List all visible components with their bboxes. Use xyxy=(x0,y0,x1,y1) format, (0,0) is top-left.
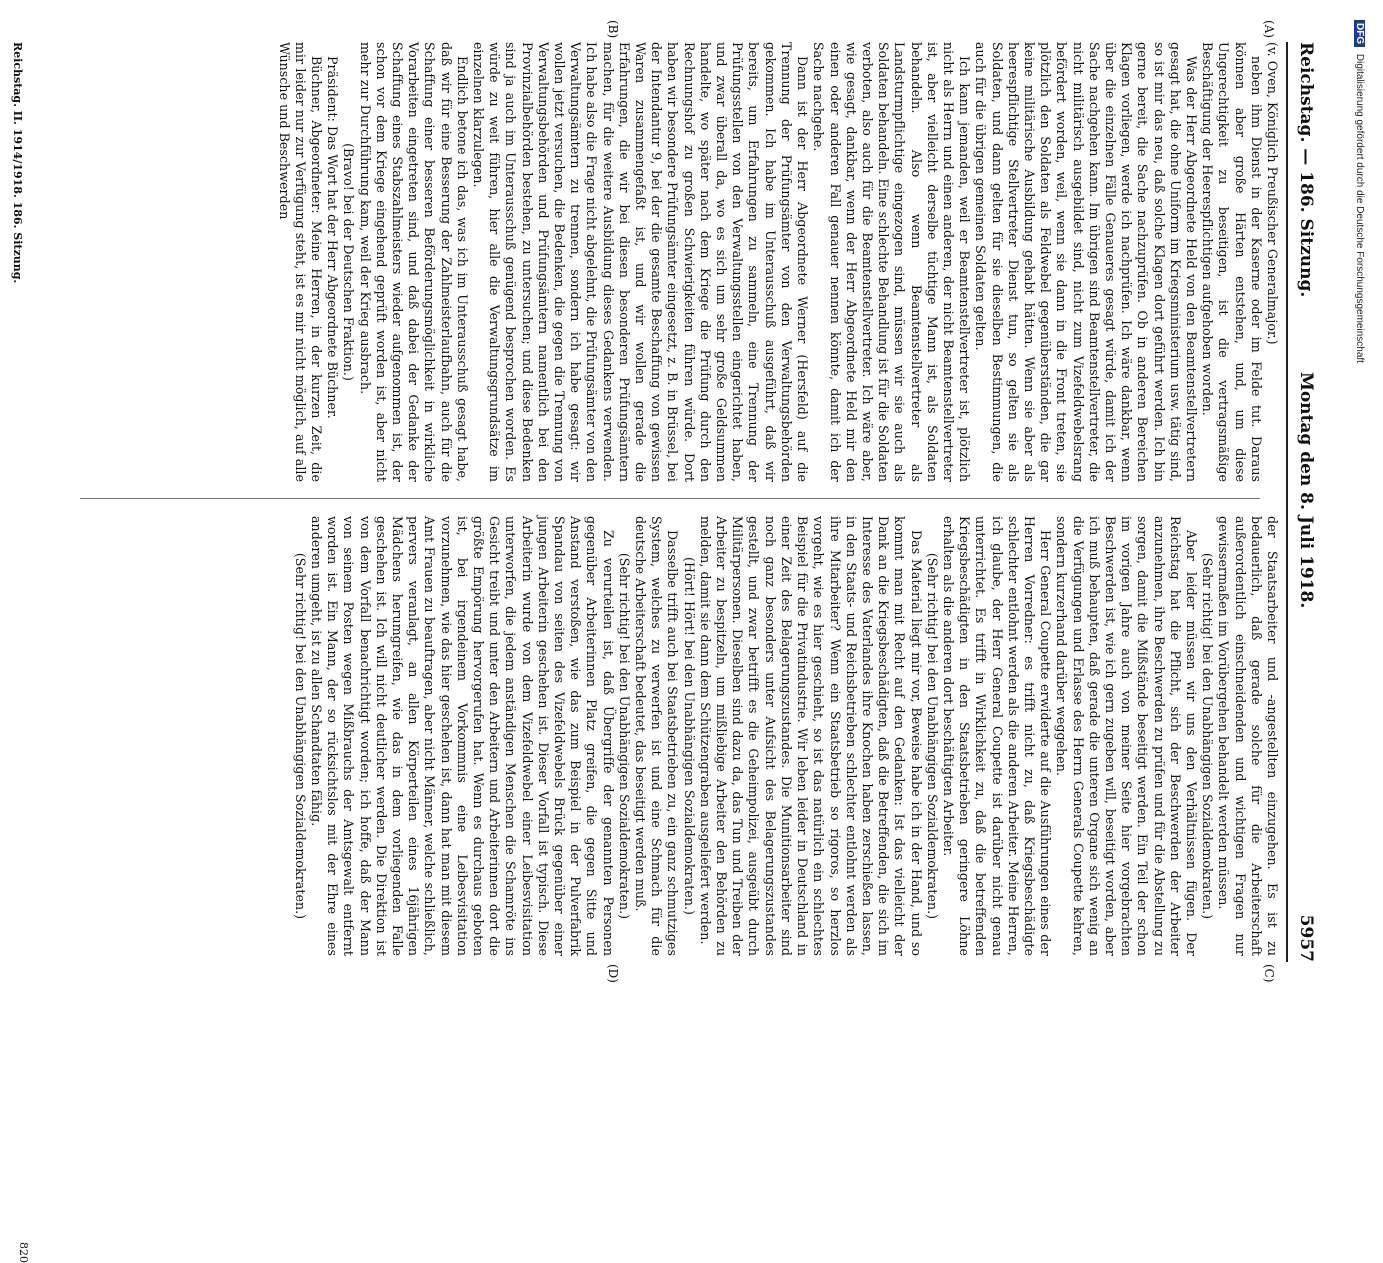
paragraph: Zu verurteilen ist, daß Übergriffe der genannten Personen gegenüber Arbeiterinnen Platz greifen, die gegen Sitte und Anstand verstoßen, wie das zum Beispiel in der Pulverfabrik Spandau von seiten des Vizefeldwebels Brück gegenüber einer jungen Arbeiterin geschehen ist. Dieser Vorfall ist typisch. Diese Arbeiterin wurde von dem Vizefeldwebel einer Leibesvisitation unterworfen, die jedem anständigen Menschen die Schamröte ins Gesicht treibt und unter den Arbeitern und Arbeiterinnen dort die größte Empörung hervorgerufen hat. Wenn es durchaus geboten ist, bei irgendeinem Vorkommnis eine Leibesvisitation vorzunehmen, wie das hier geschehen ist, dann hat man mit diesem Amt Frauen zu beauftragen, aber nicht Männer, welche schließlich, pervers veranlagt, an allen Körperteilen eines 16jährigen Mädchens herumgreifen, wie das in dem vorliegenden Falle geschehen ist. Ich will nicht deutlicher werden. Die Direktion ist von dem Vorfall benachrichtigt worden; ich hoffe, daß der Mann von seinem Posten wegen Mißbrauchs der Amtsgewalt entfernt worden ist. Ein Mann, der so rücksichtslos mit der Ehre eines anderen umgeht, ist zu allen Schandtaten fähig. xyxy=(309,516,616,956)
speaker-paragraph: Büchner, Abgeordneter: Meine Herren, in der kurzen Zeit, die mir leider nur zur Verfügung steht, ist es mir nicht möglich, auf alle Wünsche und Beschwerden xyxy=(276,42,325,482)
paragraph: Endlich betone ich das, was ich im Unterausschuß gesagt habe, daß wir für eine Besserung der Zahlmeisterlaufbahn, auch für die Schaffung einer besseren Beförderungsmöglichkeit in wirkliche Vorarbeiten eingetreten sind, und daß dabei der Gedanke der Schaffung eines Stabszahlmeisters wieder aufgenommen ist, der schon vor dem Kriege eingehend geprüft worden ist, aber nicht mehr zur Durchführung kam, weil der Krieg ausbrach. xyxy=(357,42,470,482)
column-divider xyxy=(80,498,1260,499)
paragraph: Aber leider müssen wir uns den Verhältnissen fügen. Der Reichstag hat die Pflicht, sich der Beschwerden der Arbeiter anzunehmen, ihre Beschwerden zu prüfen und für die Abstellung zu sorgen, damit die Mißstände beseitigt werden. Ein Teil der schon im vorigen Jahre auch von meiner Seite hier vorgebrachten Beschwerden ist, wie ich gern zugeben will, beseitigt worden, aber ich muß behaupten, daß gerade die unteren Organe sich wenig an die Verfügungen und Erlasse des Herrn Generals Coupette kehren, sondern kurzerhand darüber weggehen. xyxy=(1054,516,1199,956)
dfg-logo: DFG xyxy=(1354,20,1365,47)
paragraph: Was der Herr Abgeordnete Held von den Beamtenstellvertretern gesagt hat, die ohne Uniform im Kriegsministerium usw. tätig sind, so ist mir das neu, daß solche Klagen dort geführt werden. Ich bin gerne bereit, die Sache nachzuprüfen. Ob in anderen Bereichen Klagen vorliegen, werde ich nachprüfen. Ich wäre dankbar, wenn über die einzelnen Fälle Genaueres gesagt würde, damit ich der Sache nachgehen kann. Im übrigen sind Beamtenstellvertreter, die nicht militärisch ausgebildet sind, nicht zum Vizefeldwebelsrang befördert worden, weil, wenn sie dann in die Front treten, sie plötzlich den Soldaten als Feldwebel gegenüberständen, die gar keine militärische Ausbildung gehabt hätten. Wenn sie aber als heerespflichtige Stellvertreter Dienst tun, so gelten sie als Soldaten, und dann gelten für sie dieselben Bestimmungen, die auch für die übrigen gemeinen Soldaten gelten. xyxy=(973,42,1199,482)
paragraph: der Staatsarbeiter und -angestellten einzugehen. Es ist zu bedauerlich, daß gerade solche für die Arbeiterschaft außerordentlich einschneidenden und wichtigen Fragen nur gewissermaßen im Vorübergehen behandelt werden müssen. xyxy=(1216,516,1280,956)
bottom-page-number: 820 xyxy=(17,1242,30,1263)
margin-marker-d: (D) xyxy=(606,964,620,983)
interjection: (Sehr richtig! bei den Unabhängigen Sozialdemokraten.) xyxy=(292,552,308,920)
header-date: Montag den 8. Juli 1918. xyxy=(1296,372,1316,609)
paragraph: Ich kann jemanden, weil er Beamtenstellvertreter ist, plötzlich nicht als Herrn und einen anderen, der nicht Beamtenstellvertreter ist, aber vielleicht derselbe tüchtige Mann ist, als Soldaten behandeln. Also wenn Beamtenstellvertreter als Landsturmpflichtige eingezogen sind, müssen wir sie auch als Soldaten behandeln. Eine schlechte Behandlung ist für die Soldaten verboten, also auch für die Beamtenstellvertreter. Ich wäre aber, wie gesagt, dankbar, wenn der Herr Abgeordnete Held mir den einen oder anderen Fall genauer nennen könnte, damit ich der Sache nachgehe. xyxy=(811,42,973,482)
paragraph: Dasselbe trifft auch bei Staatsbetrieben zu, ein ganz schmutziges System, welches zu verwerfen ist und eine Schmach für die deutsche Arbeiterschaft bedeutet, das beseitigt werden muß. xyxy=(633,516,681,956)
president-remark: Präsident: Das Wort hat der Herr Abgeordnete Büchner. xyxy=(325,56,341,419)
paragraph: Das Material liegt mir vor, Beweise habe ich in der Hand, und so kommt man mit Recht auf den Gedanken: Ist das vielleicht der Dank an die Kriegsbeschädigten, daß die Betreffenden, die sich im Interesse des Vaterlandes ihre Knochen haben zerschießen lassen, in den Staats- und Reichsbetrieben schlechter entlohnt werden als ihre Mitarbeiter? Wenn ein Staatsbetrieb so rigoros, so herzlos vorgeht, wie es hier geschieht, so ist das natürlich ein schlechtes Beispiel für die Privatindustrie. Wir leben leider in Deutschland in einer Zeit des Belagerungszustandes. Die Munitionsarbeiter sind noch ganz besonders unter Aufsicht des Belagerungszustandes gestellt, und zwar betrifft es die Geheimpolizei, ausgeübt durch Militärpersonen. Dieselben sind dazu da, das Tun und Treiben der Arbeiter zu bespitzeln, um mißliebige Arbeiter den Behörden zu melden, damit sie dann dem Schützengraben ausgeliefert werden. xyxy=(697,516,924,956)
margin-marker-a: (A) xyxy=(1262,20,1276,39)
margin-marker-b: (B) xyxy=(606,20,620,39)
margin-marker-c: (C) xyxy=(1262,964,1276,983)
interjection: (Bravo! bei der Deutschen Fraktion.) xyxy=(341,143,357,381)
digitization-credit xyxy=(1354,20,1365,363)
interjection: (Sehr richtig! bei den Unabhängigen Sozialdemokraten.) xyxy=(1200,552,1216,920)
speaker-reference: (v. Oven, Königlich Preußischer Generalmajor.) xyxy=(1265,42,1280,345)
paragraph: Dann ist der Herr Abgeordnete Werner (Hersfeld) auf die Trennung der Prüfungsämter von den Verwaltungsbehörden gekommen. Ich habe im Unterausschuß ausgeführt, daß wir bereits, um Erfahrungen zu sammeln, eine Trennung der Prüfungsstellen von den Verwaltungsstellen eingerichtet haben, und zwar überall da, wo es sich um sehr große Geldsummen handelte, wo später nach dem Kriege die Prüfung durch den Rechnungshof zu großen Schwierigkeiten führen würde. Dort haben wir besondere Prüfungsämter eingesetzt, z. B. in Brüssel, bei der Intendantur 9, bei der die gesamte Beschaffung von gewissen Waren zusammengefaßt ist, und wir wollen gerade die Erfahrungen, die wir bei diesen besonderen Prüfungsämtern machen, für die weitere Ausbildung dieses Gedankens verwenden. Ich habe also die Frage nicht abgelehnt, die Prüfungsämter von den Verwaltungsämtern zu trennen, sondern ich habe gesagt: wir wollen jetzt versuchen, die Bedenken, die gegen die Trennung von Verwaltungsbehörden und Prüfungsämtern namentlich bei den Provinzialbehörden bestehen, zu untersuchen; und diese Bedenken sind ja auch im Unterausschuß genügend besprochen worden. Es würde zu weit führen, hier alle die Verwaltungsgrundsätze im einzelnen klarzulegen. xyxy=(471,42,811,482)
header-session: Reichstag. — 186. Sitzung. xyxy=(1296,42,1316,298)
credit-text: Digitalisierung gefördert durch die Deutsche Forschungsgemeinschaft xyxy=(1354,53,1365,363)
interjection: (Sehr richtig! bei den Unabhängigen Sozialdemokraten.) xyxy=(924,552,940,920)
right-column xyxy=(292,516,1280,956)
document-page xyxy=(0,20,1320,1263)
interjection: (Hört! Hört! bei den Unabhängigen Sozialdemokraten.) xyxy=(681,557,697,915)
paragraph: Herr General Coupette erwiderte auf die Ausführungen eines der Herren Vorredner: es trifft nicht zu, daß Kriegsbeschädigte schlechter entlohnt werden als die anderen Arbeiter. Meine Herren, ich glaube, der Herr General Coupette ist darüber nicht genau unterrichtet. Es trifft in Wirklichkeit zu, daß die betreffenden Kriegsbeschädigten in den Staatsbetrieben geringere Löhne erhalten als die anderen dort beschäftigten Arbeiter. xyxy=(940,516,1054,956)
interjection: (Sehr richtig! bei den Unabhängigen Sozialdemokraten.) xyxy=(616,552,632,920)
left-column xyxy=(275,42,1280,482)
header-page-number: 5957 xyxy=(1296,914,1316,962)
page-header xyxy=(1290,42,1320,962)
paragraph: neben ihm Dienst in der Kaserne oder im Felde tut. Daraus können aber große Härten entstehen, und, um diese Ungerechtigkeit zu beseitigen, ist die vertragsmäßige Beschäftigung der Heerespflichtigen aufgehoben worden. xyxy=(1200,42,1264,482)
page-footer: Reichstag. II. 1914/1918. 186. Sitzung. xyxy=(11,42,24,284)
header-rule xyxy=(1286,42,1288,962)
